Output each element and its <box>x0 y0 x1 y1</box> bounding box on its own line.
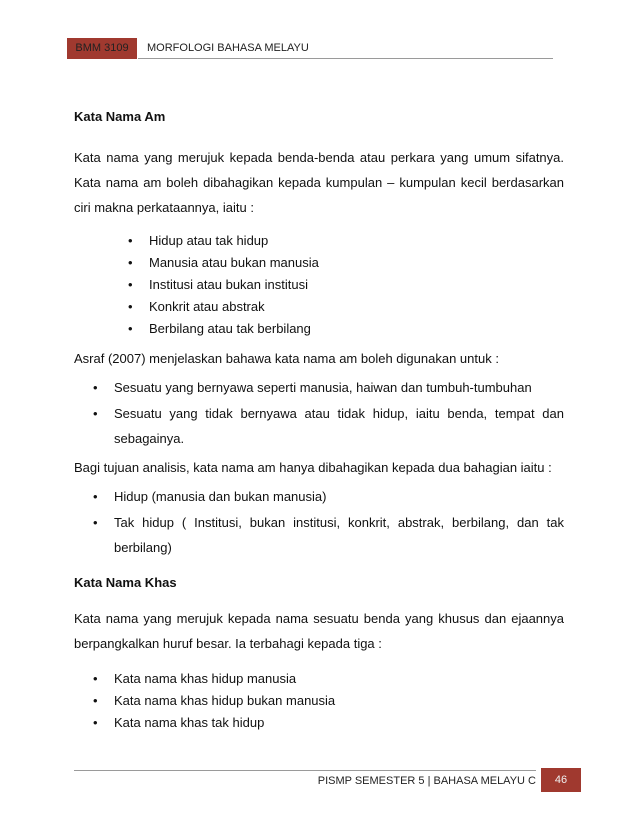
list-item: • Manusia atau bukan manusia <box>149 252 564 274</box>
list-item: • Institusi atau bukan institusi <box>149 274 564 296</box>
category-list <box>149 230 564 340</box>
list-item: • Hidup (manusia dan bukan manusia) <box>114 486 564 508</box>
list-item: • Sesuatu yang bernyawa seperti manusia, haiwan dan tumbuh-tumbuhan <box>114 377 564 399</box>
analysis-list <box>114 486 564 560</box>
list-item: • Berbilang atau tak berbilang <box>149 318 564 340</box>
list-item: • Kata nama khas tak hidup <box>114 712 564 734</box>
list-item: • Sesuatu yang tidak bernyawa atau tidak hidup, iaitu benda, tempat dan sebagainya. <box>114 401 564 451</box>
list-item: • Konkrit atau abstrak <box>149 296 564 318</box>
list-item: • Tak hidup ( Institusi, bukan institusi, konkrit, abstrak, berbilang, dan tak berbilang) <box>114 510 564 560</box>
footer-label: PISMP SEMESTER 5 | BAHASA MELAYU C <box>317 775 536 787</box>
section-heading-kata-nama-am: Kata Nama Am <box>74 109 166 124</box>
list-item: • Kata nama khas hidup bukan manusia <box>114 690 564 712</box>
course-title: MORFOLOGI BAHASA MELAYU <box>147 42 309 54</box>
header-rule <box>138 58 553 59</box>
paragraph-kata-nama-am-intro: Kata nama yang merujuk kepada benda-benda atau perkara yang umum sifatnya. Kata nama am boleh dibahagikan kepada kumpulan – kumpulan kecil berdasarkan ciri makna perkataannya, iaitu : <box>74 150 564 215</box>
document-body <box>74 98 564 734</box>
paragraph-asraf-intro: Asraf (2007) menjelaskan bahawa kata nama am boleh digunakan untuk : <box>74 351 499 366</box>
page-number: 46 <box>541 768 581 792</box>
list-item: • Hidup atau tak hidup <box>149 230 564 252</box>
course-code-badge: BMM 3109 <box>67 38 137 59</box>
types-list <box>114 668 564 734</box>
section-heading-kata-nama-khas: Kata Nama Khas <box>74 575 177 590</box>
paragraph-kata-nama-khas-intro: Kata nama yang merujuk kepada nama sesuatu benda yang khusus dan ejaannya berpangkalkan huruf besar. Ia terbahagi kepada tiga : <box>74 611 564 651</box>
uses-list <box>114 377 564 451</box>
paragraph-analysis-intro: Bagi tujuan analisis, kata nama am hanya dibahagikan kepada dua bahagian iaitu : <box>74 460 552 475</box>
list-item: • Kata nama khas hidup manusia <box>114 668 564 690</box>
